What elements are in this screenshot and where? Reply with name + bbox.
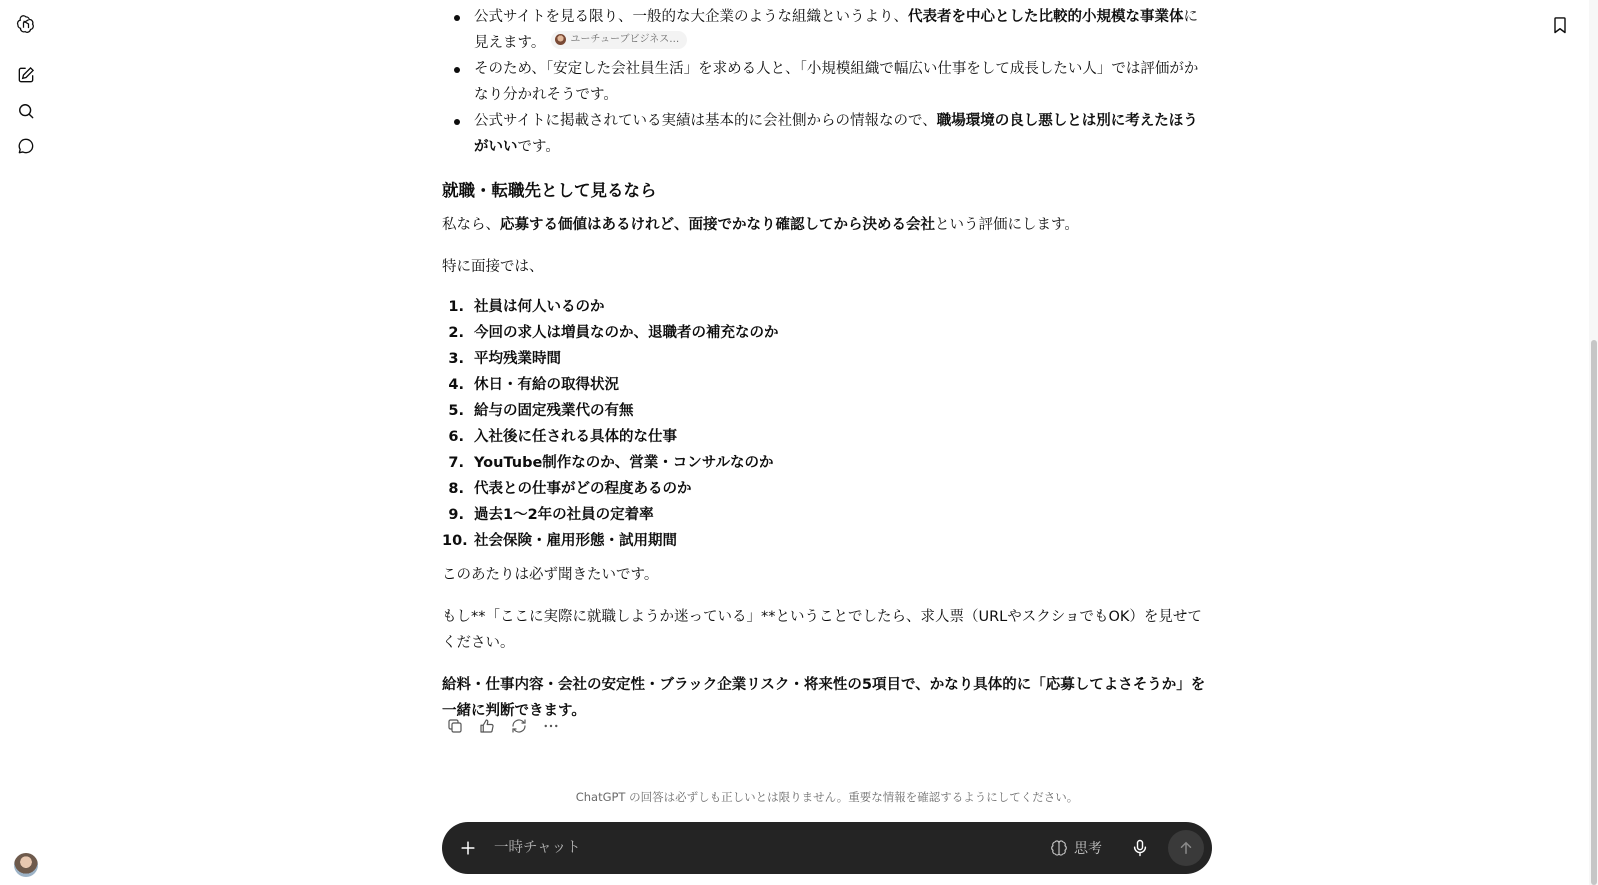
- list-item: 8. 代表との仕事がどの程度あるのか: [448, 481, 692, 497]
- brain-icon: [1050, 839, 1068, 857]
- microphone-icon[interactable]: [1127, 835, 1153, 861]
- interview-intro: 特に面接では、: [442, 259, 544, 275]
- interview-checklist: [442, 294, 1212, 554]
- copy-icon[interactable]: [442, 713, 468, 739]
- list-item: 6. 入社後に任される具体的な仕事: [448, 429, 677, 445]
- assistant-message: [442, 0, 1212, 724]
- list-item: そのため、「安定した会社員生活」を求める人と、「小規模組織で幅広い仕事をして成長したい人」では評価がかなり分かれそうです。: [442, 56, 1212, 108]
- list-item: 9. 過去1〜2年の社員の定着率: [448, 507, 654, 523]
- list-item: 10. 社会保険・雇用形態・試用期間: [442, 533, 677, 549]
- more-icon[interactable]: [538, 713, 564, 739]
- sidebar: [0, 0, 52, 885]
- composer: [442, 822, 1212, 874]
- regenerate-icon[interactable]: [506, 713, 532, 739]
- new-chat-icon[interactable]: [12, 61, 40, 89]
- think-button[interactable]: [1044, 835, 1108, 861]
- after-list-text: このあたりは必ず聞きたいです。: [442, 567, 659, 583]
- section-heading: 就職・転職先として見るなら: [442, 181, 657, 200]
- think-label: 思考: [1074, 841, 1102, 857]
- list-item: 公式サイトを見る限り、一般的な大企業のような組織というより、代表者を中心とした比較的小規模な事業体に見えます。 ユーチューブビジネス…: [442, 4, 1212, 56]
- disclaimer: ChatGPT の回答は必ずしも正しいとは限りません。重要な情報を確認するようにしてください。: [575, 790, 1079, 804]
- citation-chip[interactable]: ユーチューブビジネス…: [551, 31, 687, 49]
- list-item: 7. YouTube制作なのか、営業・コンサルなのか: [448, 455, 774, 471]
- arrow-up-icon: [1177, 839, 1195, 857]
- verdict-paragraph: 私なら、応募する価値はあるけれど、面接でかなり確認してから決める会社という評価にします。: [442, 217, 1079, 233]
- offer-paragraph: もし**「ここに実際に就職しようか迷っている」**ということでしたら、求人票（URLやスクショでもOK）を見せてください。: [442, 609, 1202, 651]
- closing-paragraph: 給料・仕事内容・会社の安定性・ブラック企業リスク・将来性の5項目で、かなり具体的に「応募してよさそうか」を一緒に判断できます。: [442, 677, 1206, 719]
- plus-icon[interactable]: [454, 834, 482, 862]
- summary-bullets: [442, 4, 1212, 160]
- search-icon[interactable]: [12, 97, 40, 125]
- bookmark-icon[interactable]: [1549, 14, 1571, 36]
- list-item: 2. 今回の求人は増員なのか、退職者の補充なのか: [448, 325, 779, 341]
- scrollbar-thumb[interactable]: [1591, 340, 1597, 885]
- list-item: 公式サイトに掲載されている実績は基本的に会社側からの情報なので、職場環境の良し悪しとは別に考えたほうがいいです。: [442, 108, 1212, 160]
- message-input[interactable]: [494, 836, 964, 860]
- message-actions: [442, 713, 564, 739]
- list-item: 5. 給与の固定残業代の有無: [448, 403, 634, 419]
- source-favicon-icon: [555, 34, 566, 45]
- list-item: 4. 休日・有給の取得状況: [448, 377, 619, 393]
- send-button[interactable]: [1168, 830, 1204, 866]
- list-item: 3. 平均残業時間: [448, 351, 561, 367]
- thumbs-up-icon[interactable]: [474, 713, 500, 739]
- user-avatar[interactable]: [14, 853, 38, 877]
- list-item: 1. 社員は何人いるのか: [448, 299, 605, 315]
- chat-bubble-icon[interactable]: [12, 132, 40, 160]
- openai-logo-icon[interactable]: [12, 10, 40, 38]
